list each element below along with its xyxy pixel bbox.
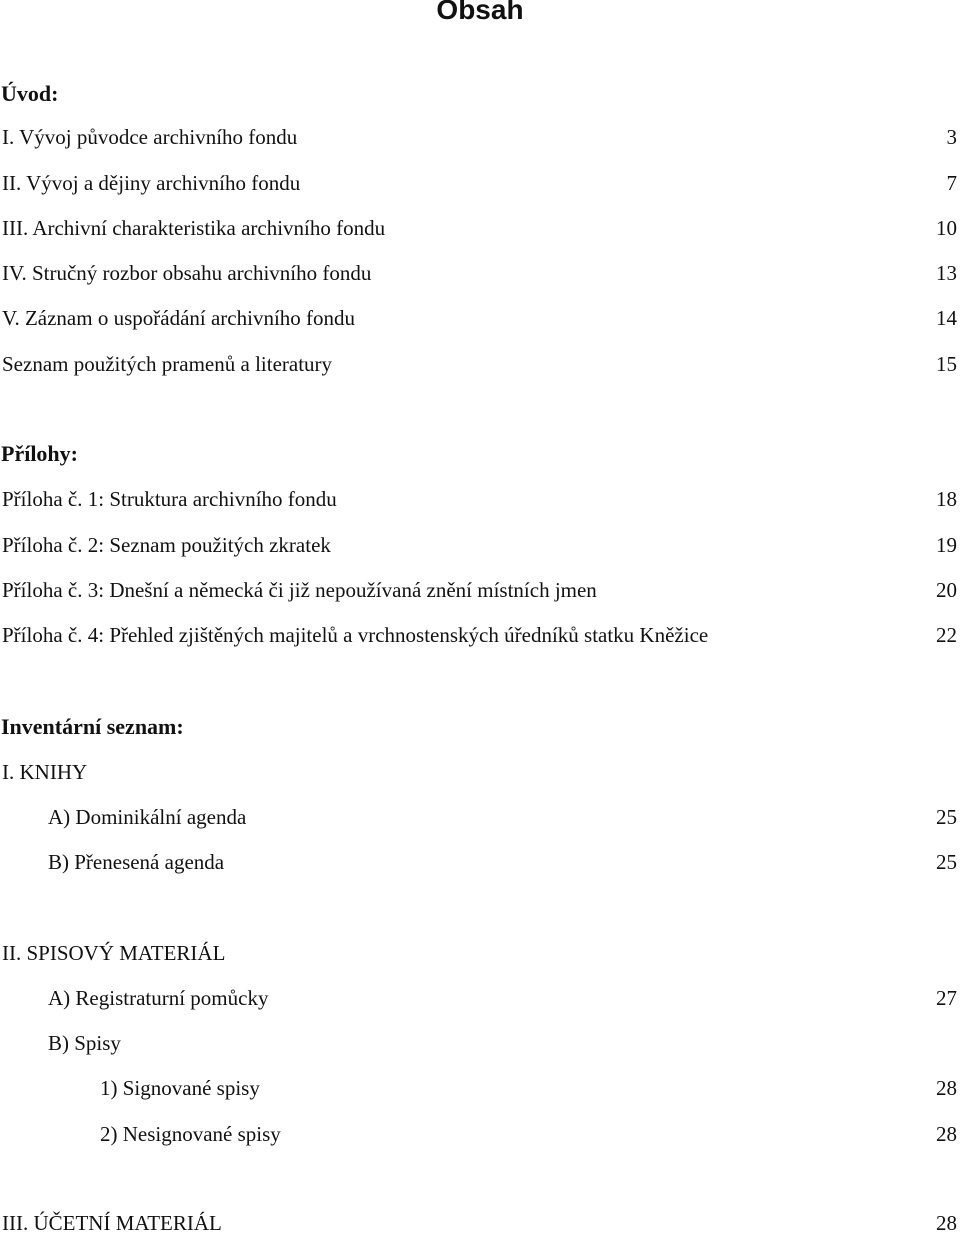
toc-entry-label: A) Registraturní pomůcky [48,986,269,1010]
toc-entry [0,305,957,331]
toc-entry-label: B) Přenesená agenda [48,850,225,874]
toc-entry [0,1121,957,1147]
toc-entry-label: Příloha č. 4: Přehled zjištěných majitelů a vrchnostenských úředníků statku Kněžice [2,623,709,647]
toc-entry-page: 28 [936,1076,957,1100]
toc-entry [0,1030,957,1056]
toc-entry-label: A) Dominikální agenda [48,805,247,829]
section-heading-uvod: Úvod: [1,81,59,106]
toc-entry [0,1210,957,1236]
toc-entry-page: 22 [936,623,957,647]
toc-entry [0,351,957,377]
toc-entry-page: 19 [936,533,957,557]
toc-entry-label: II. Vývoj a dějiny archivního fondu [2,171,301,195]
toc-entry-label: Příloha č. 1: Struktura archivního fondu [2,487,337,511]
section-heading-prilohy: Přílohy: [1,441,78,466]
toc-entry-label: B) Spisy [48,1031,121,1055]
toc-entry-page: 15 [936,352,957,376]
toc-entry-label: V. Záznam o uspořádání archivního fondu [2,306,356,330]
page-title: Obsah [436,0,524,25]
toc-entry [0,532,957,558]
toc-entry [0,486,957,512]
toc-group-label [0,759,957,785]
toc-entry-label: 1) Signované spisy [100,1076,260,1100]
toc-entry-page: 13 [936,261,957,285]
toc-entry-page: 7 [946,171,957,195]
toc-entry-label: 2) Nesignované spisy [100,1122,281,1146]
toc-entry [0,124,957,150]
toc-entry [0,985,957,1011]
toc-entry [0,170,957,196]
toc-group-knihy: I. KNIHY [2,760,88,784]
toc-entry [0,577,957,603]
toc-entry-label: I. Vývoj původce archivního fondu [2,125,298,149]
toc-entry [0,849,957,875]
toc-entry-label: IV. Stručný rozbor obsahu archivního fondu [2,261,372,285]
toc-entry [0,260,957,286]
toc-entry-label: III. Archivní charakteristika archivního fondu [2,216,386,240]
toc-entry [0,804,957,830]
toc-entry-page: 3 [946,125,957,149]
toc-entry-page: 27 [936,986,957,1010]
toc-entry [0,1075,957,1101]
section-heading-inventar: Inventární seznam: [1,714,184,739]
toc-entry-page: 14 [936,306,957,330]
toc-group-ucetni: III. ÚČETNÍ MATERIÁL [2,1211,222,1235]
toc-group-label [0,940,957,966]
toc-entry-page: 28 [936,1211,957,1235]
toc-entry-label: Příloha č. 3: Dnešní a německá či již nepoužívaná znění místních jmen [2,578,597,602]
toc-entry-page: 28 [936,1122,957,1146]
toc-entry-page: 25 [936,805,957,829]
toc-entry [0,622,957,648]
toc-entry-label: Seznam použitých pramenů a literatury [2,352,333,376]
toc-entry-page: 18 [936,487,957,511]
toc-entry-page: 20 [936,578,957,602]
toc-group-spisovy: II. SPISOVÝ MATERIÁL [2,941,226,965]
toc-entry [0,215,957,241]
toc-entry-page: 25 [936,850,957,874]
toc-entry-page: 10 [936,216,957,240]
toc-entry-label: Příloha č. 2: Seznam použitých zkratek [2,533,331,557]
